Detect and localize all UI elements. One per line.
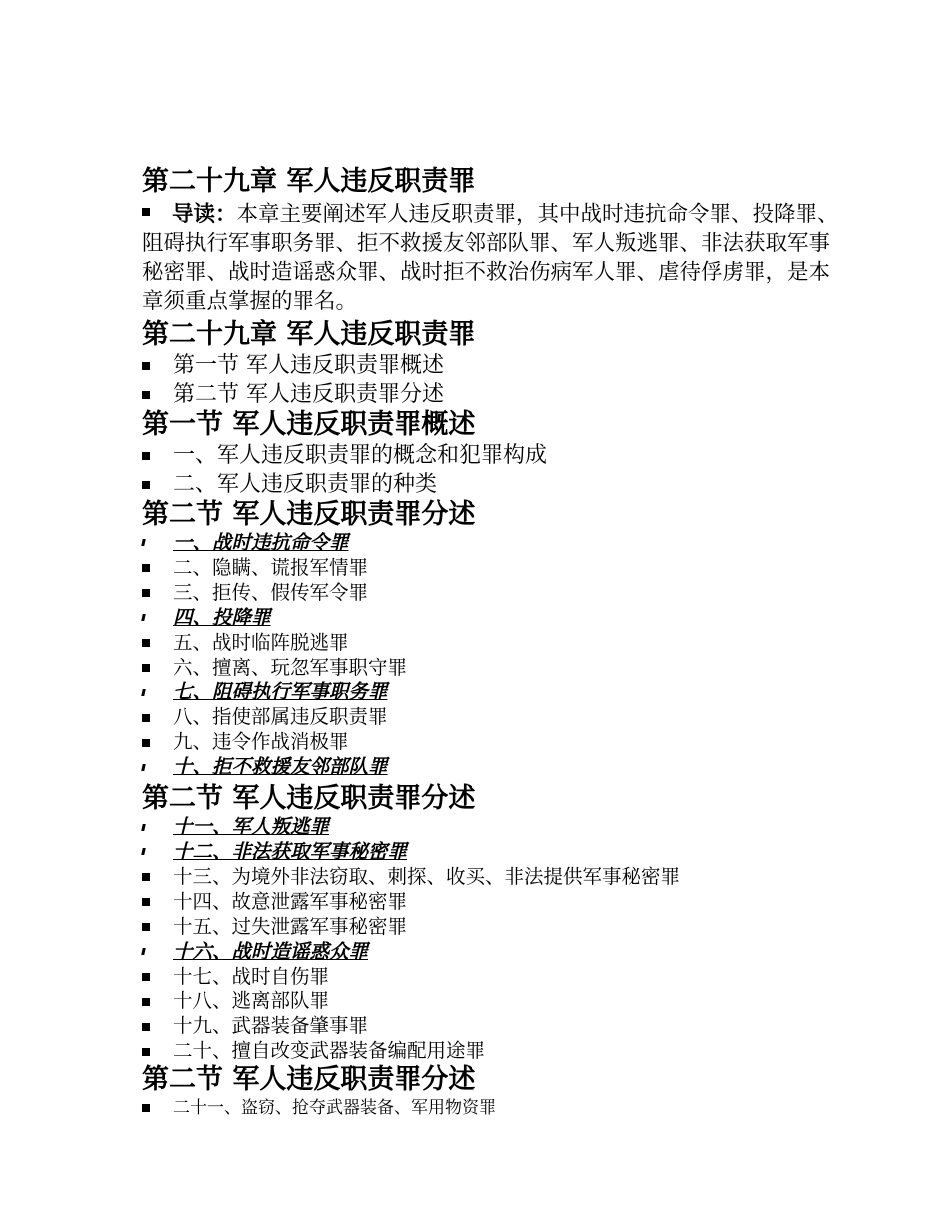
outline-list [142, 351, 842, 409]
bullet-icon [141, 848, 145, 855]
list-item [142, 865, 842, 890]
crime-link-item[interactable] [142, 755, 842, 780]
list-item-text: 十三、为境外非法窃取、刺探、收买、非法提供军事秘密罪 [173, 864, 681, 888]
list-item [142, 730, 842, 755]
list-item [142, 1039, 842, 1064]
bullet-icon [142, 998, 150, 1006]
crime-link-item[interactable] [142, 940, 842, 965]
list-item [142, 1014, 842, 1039]
bullet-icon [142, 873, 150, 881]
chapter-title: 第二十九章 军人违反职责罪 [142, 166, 476, 197]
section1-title: 第一节 军人违反职责罪概述 [142, 409, 476, 440]
bullet-icon [141, 824, 145, 831]
crime-link-item[interactable] [142, 531, 842, 556]
bullet-icon [142, 481, 150, 489]
crime-link[interactable]: 七、阻碍执行军事职务罪 [173, 680, 388, 704]
list-item: 一、军人违反职责罪的概念和犯罪构成 [142, 441, 842, 470]
list-item-text: 十九、武器装备肇事罪 [173, 1014, 369, 1038]
list-item-text: 六、擅离、玩忽军事职守罪 [173, 655, 408, 679]
crime-link-item[interactable] [142, 840, 842, 865]
intro-lead: 导读： [172, 202, 237, 227]
list-item: 二、军人违反职责罪的种类 [142, 470, 842, 499]
bullet-icon [142, 714, 150, 722]
bullet-icon [142, 739, 150, 747]
crime-link-item[interactable] [142, 815, 842, 840]
list-item-text: 十七、战时自伤罪 [173, 964, 330, 988]
list-item [142, 890, 842, 915]
crime-link[interactable]: 十一、军人叛逃罪 [173, 815, 330, 839]
list-item-text: 二、隐瞒、谎报军情罪 [173, 555, 369, 579]
crime-link[interactable]: 十六、战时造谣惑众罪 [173, 939, 369, 963]
bullet-icon [142, 1023, 150, 1031]
bullet-icon [141, 948, 145, 955]
bullet-icon [142, 1048, 150, 1056]
section1-list [142, 441, 842, 499]
section2b-list [142, 815, 842, 1064]
list-item-text: 三、拒传、假传军令罪 [173, 580, 369, 604]
outline-title: 第二十九章 军人违反职责罪 [142, 319, 476, 350]
outline-item: 第一节 军人违反职责罪概述 [142, 351, 842, 380]
bullet-icon [142, 391, 150, 399]
list-item-text: 十四、故意泄露军事秘密罪 [173, 889, 408, 913]
bullet-icon [142, 664, 150, 672]
bullet-icon [141, 764, 145, 771]
bullet-icon [142, 589, 150, 597]
crime-link[interactable]: 四、投降罪 [173, 605, 271, 629]
crime-link-item[interactable] [142, 680, 842, 705]
bullet-icon [142, 564, 150, 572]
list-item [142, 989, 842, 1014]
bullet-icon [142, 973, 150, 981]
list-item-text: 十五、过失泄露军事秘密罪 [173, 914, 408, 938]
bullet-icon [142, 639, 150, 647]
section2a-list [142, 531, 842, 780]
bullet-icon [141, 689, 145, 696]
bullet-icon [142, 362, 150, 370]
list-item-text: 八、指使部属违反职责罪 [173, 705, 388, 729]
bullet-icon [142, 923, 150, 931]
section2a-title: 第二节 军人违反职责罪分述 [142, 499, 476, 530]
section2b-title: 第二节 军人违反职责罪分述 [142, 783, 476, 815]
bullet-icon [142, 1104, 150, 1112]
intro-text: 本章主要阐述军人违反职责罪，其中战时违抗命令罪、投降罪、阻碍执行军事职务罪、拒不救援友邻部队罪、军人叛逃罪、非法获取军事秘密罪、战时造谣惑众罪、战时拒不救治伤病军人罪、虐待俘虏罪，是本章须重点掌握的罪名。 [142, 202, 839, 314]
crime-link[interactable]: 十二、非法获取军事秘密罪 [173, 839, 408, 863]
list-item [142, 631, 842, 656]
list-item [142, 705, 842, 730]
intro-paragraph [142, 200, 842, 316]
outline-item: 第二节 军人违反职责罪分述 [142, 380, 842, 409]
list-item-text: 九、违令作战消极罪 [173, 730, 349, 754]
list-item-text: 二十、擅自改变武器装备编配用途罪 [173, 1039, 486, 1063]
section2c-list [142, 1096, 842, 1120]
list-item: 二十一、盗窃、抢夺武器装备、军用物资罪 [142, 1096, 842, 1120]
list-item [142, 965, 842, 990]
crime-link[interactable]: 十、拒不救援友邻部队罪 [173, 755, 388, 779]
document-body [142, 166, 842, 1120]
bullet-icon [141, 539, 145, 546]
list-item [142, 915, 842, 940]
bullet-icon [142, 208, 150, 216]
bullet-icon [141, 614, 145, 621]
list-item-text: 十八、逃离部队罪 [173, 989, 330, 1013]
crime-link[interactable]: 一、战时违抗命令罪 [173, 531, 349, 554]
bullet-icon [142, 452, 150, 460]
list-item-text: 五、战时临阵脱逃罪 [173, 630, 349, 654]
list-item [142, 581, 842, 606]
bullet-icon [142, 898, 150, 906]
list-item [142, 656, 842, 681]
list-item [142, 556, 842, 581]
crime-link-item[interactable] [142, 606, 842, 631]
section2c-title: 第二节 军人违反职责罪分述 [142, 1064, 476, 1096]
